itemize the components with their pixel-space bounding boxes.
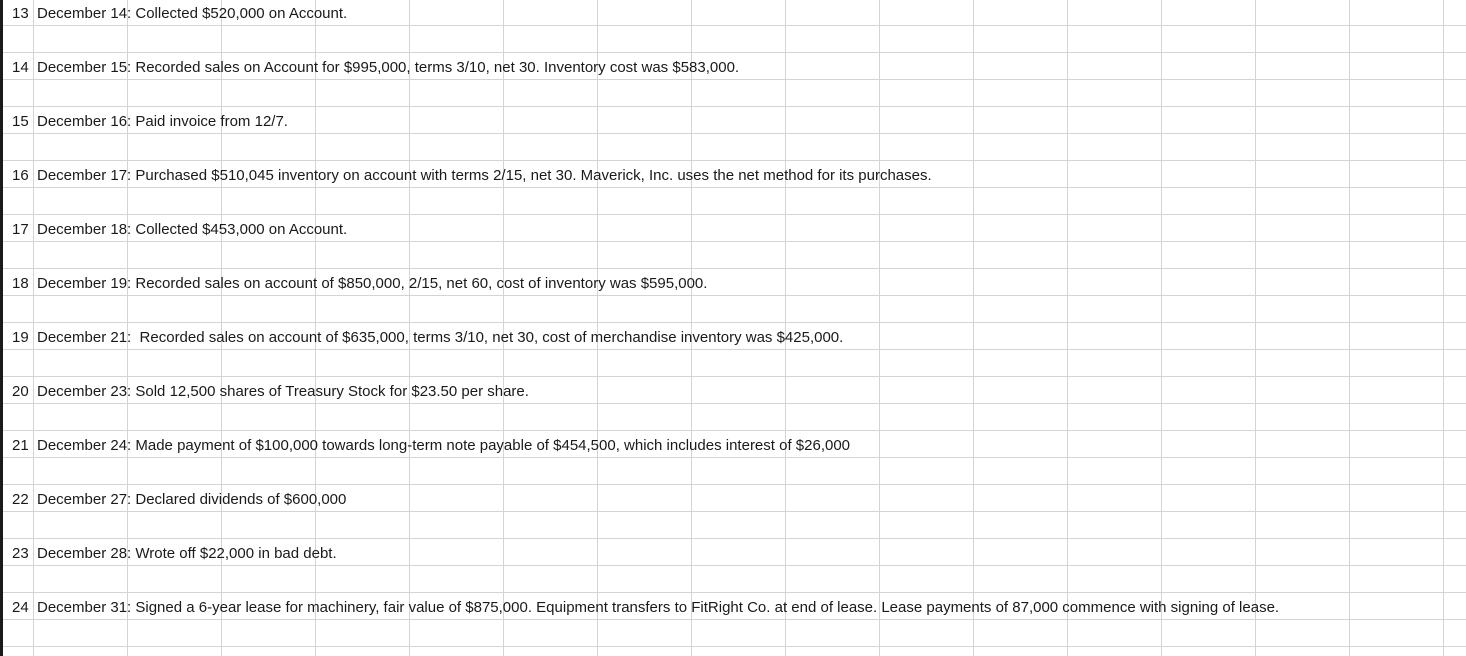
cell-text[interactable]: December 31: Signed a 6-year lease for machinery, fair value of $875,000. Equipment transfers to FitRight Co. at end of lease. Lease payments of 87,000 commence with signing of lease. bbox=[37, 599, 1280, 616]
sheet-row-18[interactable] bbox=[3, 270, 1466, 297]
cell-text[interactable]: December 27: Declared dividends of $600,000 bbox=[37, 491, 347, 508]
sheet-row-24[interactable] bbox=[3, 594, 1466, 621]
row-number: 24 bbox=[12, 599, 29, 616]
row-number: 18 bbox=[12, 275, 29, 292]
row-number: 23 bbox=[12, 545, 29, 562]
cell-text[interactable]: December 17: Purchased $510,045 inventory on account with terms 2/15, net 30. Maverick, Inc. uses the net method for its purchases. bbox=[37, 167, 932, 184]
sheet-row-15[interactable] bbox=[3, 108, 1466, 135]
sheet-row-22[interactable] bbox=[3, 486, 1466, 513]
sheet-row-20[interactable] bbox=[3, 378, 1466, 405]
sheet-row-19[interactable] bbox=[3, 324, 1466, 351]
row-number: 17 bbox=[12, 221, 29, 238]
row-number: 20 bbox=[12, 383, 29, 400]
sheet-row-23[interactable] bbox=[3, 540, 1466, 567]
cell-text[interactable]: December 15: Recorded sales on Account for $995,000, terms 3/10, net 30. Inventory cost was $583,000. bbox=[37, 59, 740, 76]
row-number: 14 bbox=[12, 59, 29, 76]
cell-text[interactable]: December 19: Recorded sales on account of $850,000, 2/15, net 60, cost of inventory was $595,000. bbox=[37, 275, 708, 292]
sheet-row-21[interactable] bbox=[3, 432, 1466, 459]
sheet-row-17[interactable] bbox=[3, 216, 1466, 243]
sheet-row-16[interactable] bbox=[3, 162, 1466, 189]
cell-text[interactable]: December 18: Collected $453,000 on Account. bbox=[37, 221, 348, 238]
row-number: 16 bbox=[12, 167, 29, 184]
row-number: 21 bbox=[12, 437, 29, 454]
cell-text[interactable]: December 14: Collected $520,000 on Account. bbox=[37, 5, 348, 22]
cell-text[interactable]: December 24: Made payment of $100,000 towards long-term note payable of $454,500, which includes interest of $26,000 bbox=[37, 437, 851, 454]
row-number: 15 bbox=[12, 113, 29, 130]
row-number: 13 bbox=[12, 5, 29, 22]
row-number: 19 bbox=[12, 329, 29, 346]
cell-text[interactable]: December 23: Sold 12,500 shares of Treasury Stock for $23.50 per share. bbox=[37, 383, 529, 400]
cell-text[interactable]: December 21: Recorded sales on account of $635,000, terms 3/10, net 30, cost of merchandise inventory was $425,000. bbox=[37, 329, 844, 346]
sheet-row-14[interactable] bbox=[3, 54, 1466, 81]
cell-text[interactable]: December 16: Paid invoice from 12/7. bbox=[37, 113, 288, 130]
sheet-row-13[interactable] bbox=[3, 0, 1466, 27]
cell-text[interactable]: December 28: Wrote off $22,000 in bad debt. bbox=[37, 545, 337, 562]
row-number: 22 bbox=[12, 491, 29, 508]
